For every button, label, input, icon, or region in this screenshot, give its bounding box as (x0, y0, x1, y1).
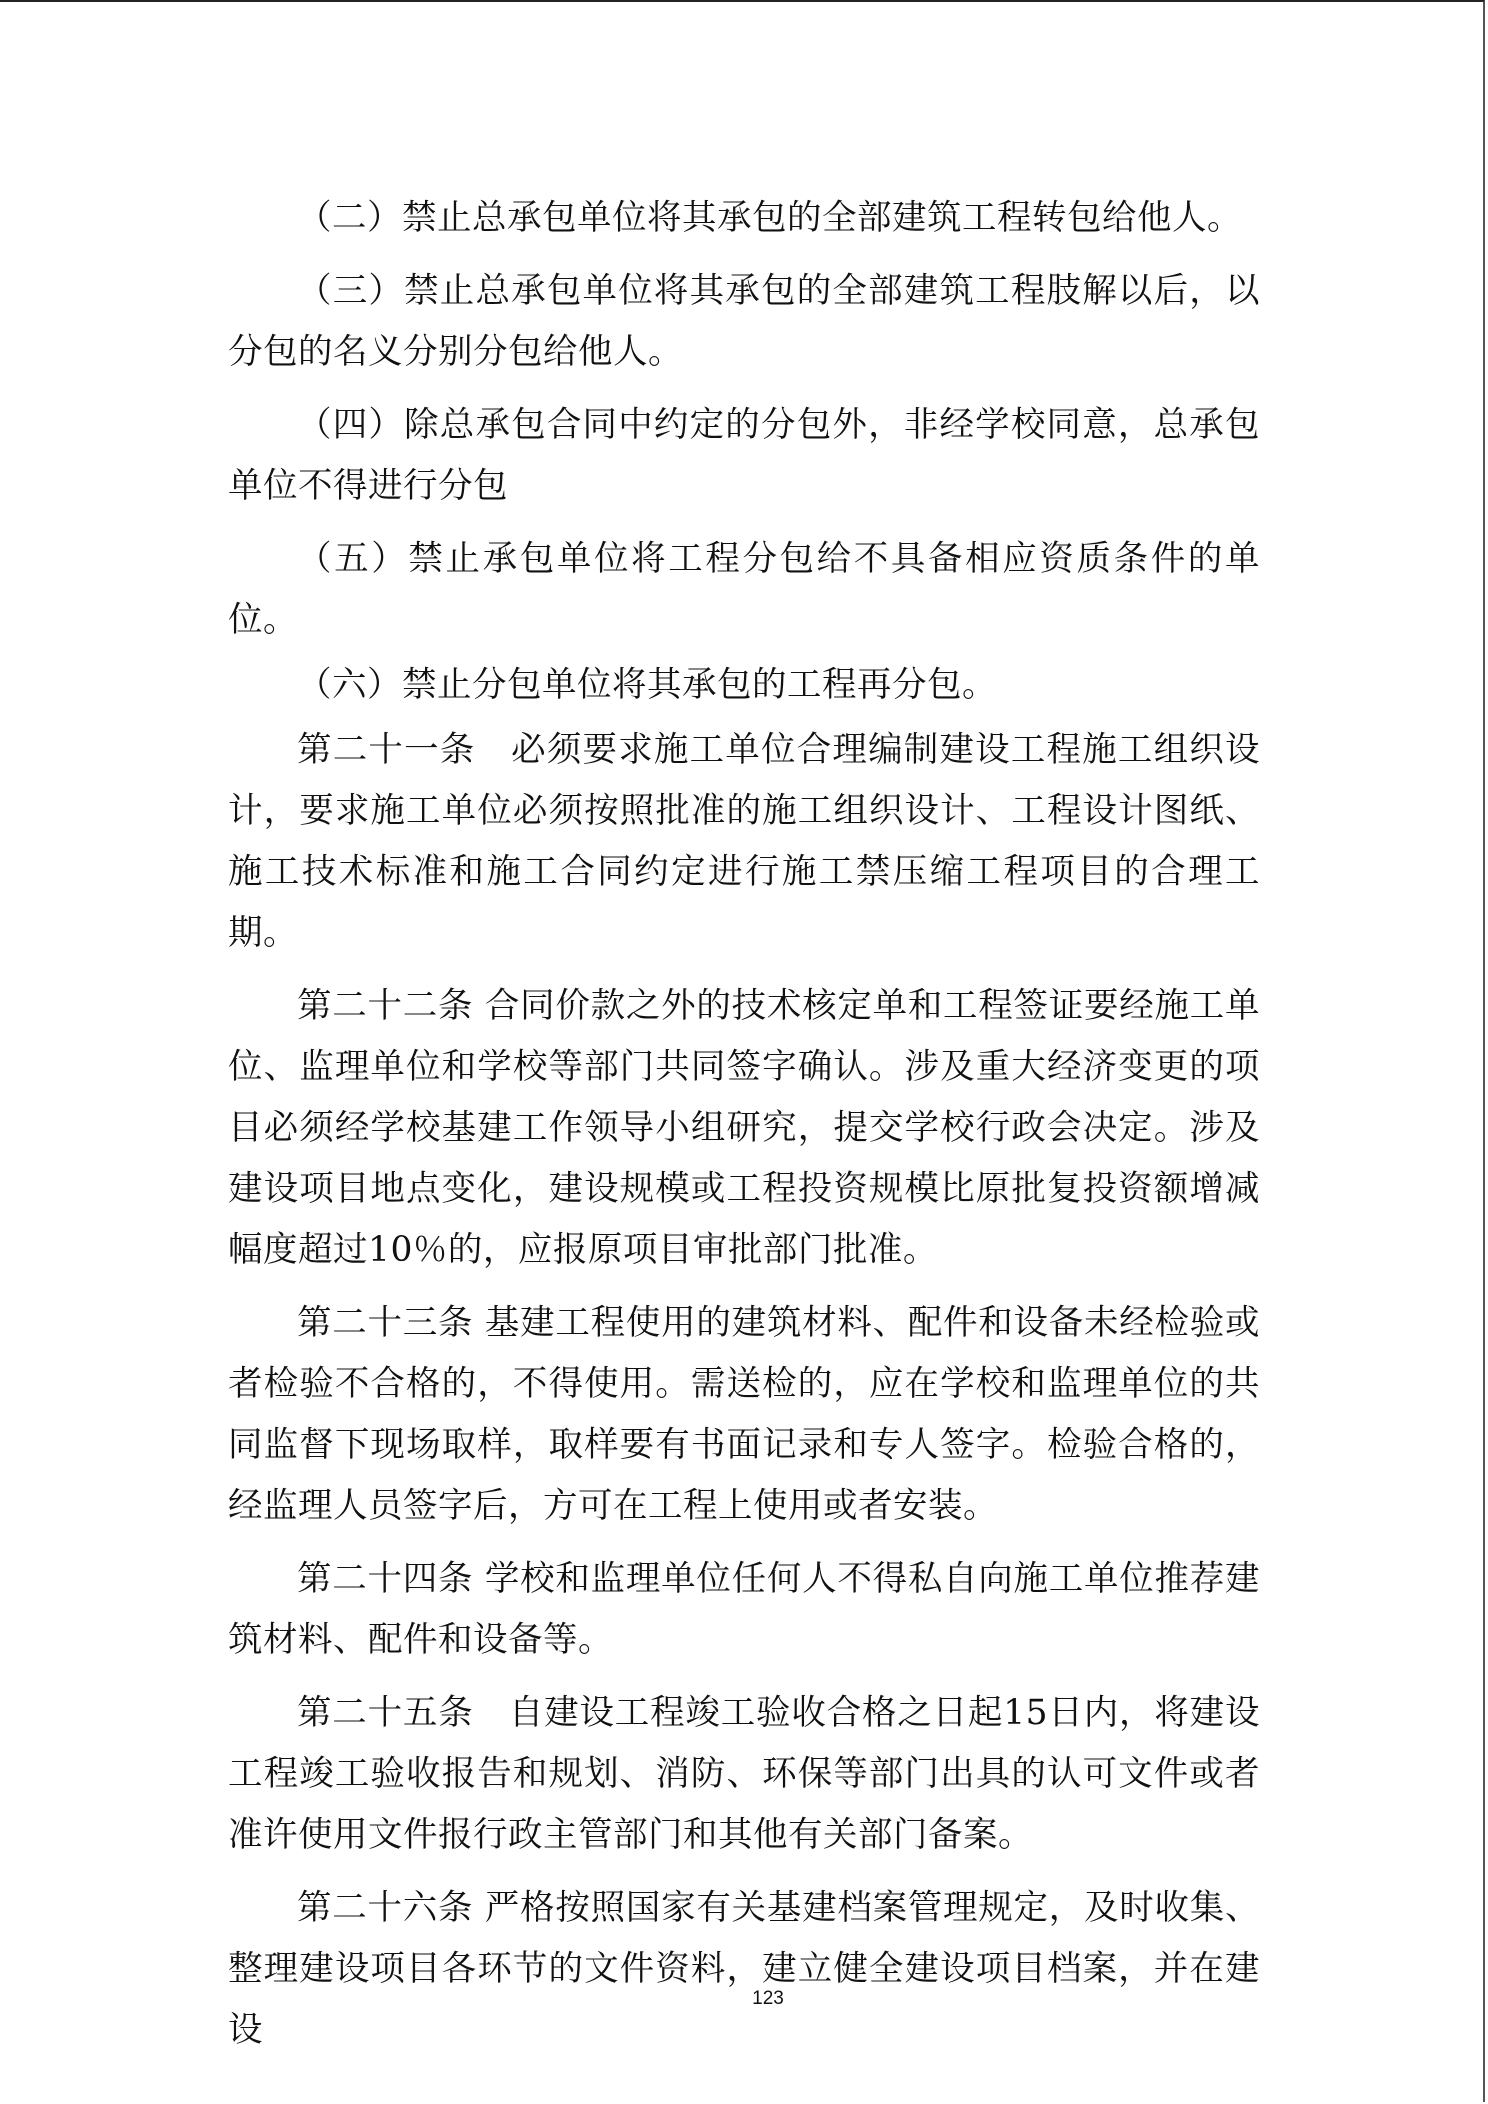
paragraph-article-21: 第二十一条 必须要求施工单位合理编制建设工程施工组织设计，要求施工单位必须按照批准的施工组织设计、工程设计图纸、施工技术标准和施工合同约定进行施工禁压缩工程项目的合理工期。 (228, 730, 1260, 953)
paragraph-article-25: 第二十五条 自建设工程竣工验收合格之日起15日内，将建设工程竣工验收报告和规划、消防、环保等部门出具的认可文件或者准许使用文件报行政主管部门和其他有关部门备案。 (228, 1693, 1260, 1855)
page-number: 123 (752, 1988, 784, 2009)
paragraph-article-26: 第二十六条 严格按照国家有关基建档案管理规定，及时收集、整理建设项目各环节的文件资料，建立健全建设项目档案，并在建设 (228, 1888, 1260, 2050)
paragraph-item-2: （二）禁止总承包单位将其承包的全部建筑工程转包给他人。 (297, 198, 1242, 238)
paragraph-article-23: 第二十三条 基建工程使用的建筑材料、配件和设备未经检验或者检验不合格的，不得使用。需送检的，应在学校和监理单位的共同监督下现场取样，取样要有书面记录和专人签字。检验合格的，经监理人员签字后，方可在工程上使用或者安装。 (228, 1303, 1260, 1526)
paragraph-item-3: （三）禁止总承包单位将其承包的全部建筑工程肢解以后，以分包的名义分别分包给他人。 (228, 271, 1260, 372)
document-body (228, 188, 1260, 2061)
paragraph-item-6: （六）禁止分包单位将其承包的工程再分包。 (297, 665, 997, 705)
paragraph-item-4: （四）除总承包合同中约定的分包外，非经学校同意，总承包单位不得进行分包 (228, 405, 1260, 506)
paragraph-article-24: 第二十四条 学校和监理单位任何人不得私自向施工单位推荐建筑材料、配件和设备等。 (228, 1559, 1260, 1660)
paragraph-item-5: （五）禁止承包单位将工程分包给不具备相应资质条件的单位。 (228, 539, 1260, 640)
paragraph-article-22: 第二十二条 合同价款之外的技术核定单和工程签证要经施工单位、监理单位和学校等部门共同签字确认。涉及重大经济变更的项目必须经学校基建工作领导小组研究，提交学校行政会决定。涉及建设项目地点变化，建设规模或工程投资规模比原批复投资额增减幅度超过10％的，应报原项目审批部门批准。 (228, 986, 1260, 1270)
